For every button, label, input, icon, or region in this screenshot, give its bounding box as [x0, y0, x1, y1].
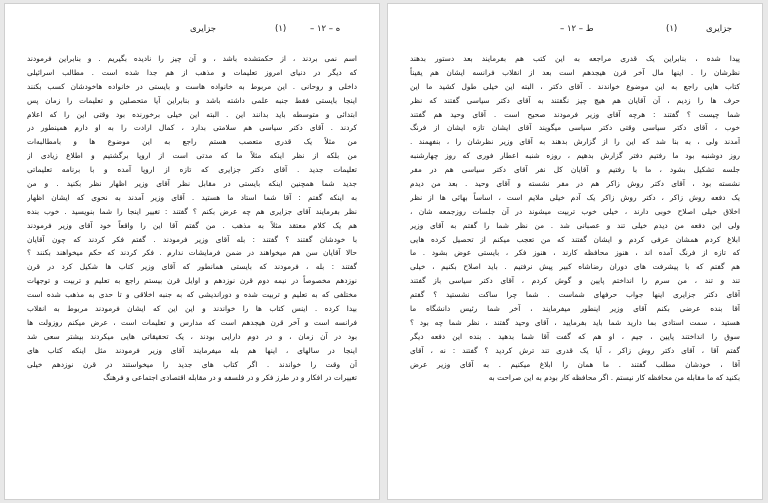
text-line: ابتدائی و متوسطه باید بدانند این . البته این خیلی برخورنده بود وقتی این را که اعلام: [27, 109, 357, 119]
page-body-text: [27, 52, 357, 385]
text-line: اخلاق خیلی اصلاح خوبی دارند ، خیلی خوب تربیت میشوند در آن جلسات روزجمعه شان ،: [410, 206, 740, 216]
text-line: حالا آقایان سن هم میخواهند در ضمن فرمایشات ندارم . فکر کردند که حکم میخواهند بکنند ؟: [27, 248, 357, 258]
header-volume: (۱): [666, 24, 678, 34]
text-line: گفتم آقا ، آقای دکتر روش زاکر ، آیا یک قدری تند ترش کردید ؟ گفتند : نه ، آقای: [410, 345, 740, 355]
text-line: اینجا در سالهای ، اینها هم بله میفرمایند آقای وزیر فرمودند مثل اینکه کتاب های: [27, 345, 357, 355]
text-line: تند و تند ، من سرم را انداختم پایین و گوش کردم ، آقای دکتر سیاسی باز گفتند: [410, 276, 740, 286]
header-volume: (۱): [275, 24, 287, 34]
page-header: [388, 24, 762, 38]
page-header: [5, 24, 379, 38]
text-line: نشسته بود ، آقای دکتر روش زاکر هم در مفر نشسته و آقای وحید . بعد من دیدم: [410, 179, 740, 189]
text-line: هستید ، سمت استادی بما دارید شما باید بفرمایید ، آقای وحید گفتند ، نظر شما چه بود ؟: [410, 317, 740, 327]
text-line: پیدا شده ، بنابراین یک قدری مراجعه به این کتب هم بفرمایند بعد دستور بدهند: [410, 54, 740, 63]
text-line: بیدا کرده . اینس کتاب ها را خواندند و این این که ایشان فرمودند مربوط به انقلاب: [27, 304, 357, 314]
text-line: آقا بنده عرضی بکنم آقای وزیر اینطور میفرمایند ، آخر شما رئیس دانشگاه ما: [410, 304, 740, 314]
text-line: ولی این دفعه من دیدم خیلی تند و عصبانی شد . من نظر شما را گفتم به آقای وزیر: [410, 220, 740, 230]
header-page-number: – ۱۲ – ه: [310, 24, 341, 34]
text-line: آقای دکتر جزایری اینها جواب حرفهای شماست . شما چرا ساکت نشستید ؟ گفتم: [410, 290, 740, 300]
text-line: آمدند ولی ، به بنا شد که این را از گزارش بدهند به آقای وزیر نظرشان را ، بنفهمند .: [410, 137, 740, 147]
text-line: من مثلاً یک قدری متعصب هستم راجع به این موضوع ها و بامطالبه‌ات: [27, 137, 357, 147]
text-line: فرانسه است و آخر قرن هیجدهم است که مدارس و تعلیمات است ، عرض میکنم روزولت ها: [27, 317, 357, 327]
text-line: سوق را انداختند پایین ، جیم ، او هم که گفت آقا شما بدهید . بنده این دفعه دیگر: [410, 331, 740, 341]
text-line: تعلیمات جدید . آقای دکتر جزایری که تازه از اروپا آمده و با برنامه تعلیماتی: [27, 165, 357, 175]
text-line: که تازه از فرنگ آمده اند ، هنوز محافظه کارند ، هنوز فکر ، بایستی عوض بشود . ما: [410, 248, 740, 258]
text-line: جلسه تشکیل بشود ، ما با رفتیم و آقایان کل نفر آقای دکتر سیاسی هم در مفر: [410, 165, 740, 175]
text-line: حرف ها را زدیم ، آن آقایان هم هیچ چیز نگفتند به آقای دکتر سیاسی گفتند که نظر: [410, 95, 740, 105]
text-line: کتاب هایی راجع به این موضوع خواندند . آقای دکتر ، البته این خیلی طول کشید ما این: [410, 81, 740, 91]
left-page: [4, 3, 380, 500]
header-name: جزایری: [190, 24, 217, 34]
text-line: اسم نمی بردند ، از حکمتشده باشد ، و آن چیز را نادیده بگیریم . و بنابراین فرمودند: [27, 54, 357, 63]
header-name: جزایری: [706, 24, 733, 34]
text-line: به اینکه گفتم : آقا شما استاد ما هستید . آقای وزیر آمدند به نحوی که ایشان اظهار: [27, 192, 357, 202]
text-line: بود در آن زمان ، و در دوم دارایی بودند ، یک تحقیقاتی هایی میکردند بیشتر سعی شد: [27, 331, 357, 341]
text-line: روز دوشنبه بود ما رفتیم دفتر گزارش بدهیم ، روزه شنبه اعطار فوری که روز چهارشنبه: [410, 151, 740, 161]
text-line: هم یک کلام معتقد مثلاً به مذهب . من گفتم آقا این را واقعاً خود آقای وزیر فرمودند: [27, 220, 357, 230]
text-line: تغییرات در افکار و در طرز فکر و در فلسفه و در مقابله اقتصادی اجتماعی و فرهنگ: [103, 373, 357, 383]
text-line: بکنید که ما مقابله من محافظه کار نیستم . اگر محافظه کار بودم به این صراحت به: [488, 373, 740, 383]
text-line: جدید شما همچنین اینکه بایستی در مقابل نظر آقای وزیر اظهار نظر بکنید . و من: [27, 179, 357, 189]
header-page-number: – ۱۲ – ط: [560, 24, 594, 34]
text-line: با خودشان گفتند ؟ گفتند : بله آقای وزیر فرمودند . گفتم فکر کردند که چون آقایان: [27, 234, 357, 244]
text-line: هم گفتم که با پیشرفت های دوران رضاشاه کبیر پیش نرفتیم . باید اصلاح بکنیم ، خیلی: [410, 262, 740, 272]
text-line: من بلکه از نظر اینکه مثلاً ما که مدتی است از اروپا برگشتیم و اطلاع زیادی از: [27, 151, 357, 161]
right-page: [387, 3, 763, 500]
text-line: خوب ، آقای دکتر سیاسی وقتی دکتر سیاسی میگویند آقای ایشان تازه ایشان از فرنگ: [410, 123, 740, 133]
text-line: نوزدهم مخصوصاً در نیمه دوم قرن نوزدهم و اوایل قرن بیستم راجع به تعلیم و تربیت و توجهات: [27, 276, 357, 286]
text-line: آقا ، خودشان مطلب گفتند . ما همان را ابلاغ میکنیم . به آقای وزیر عرض: [410, 359, 740, 369]
text-line: کردند . آقای دکتر سیاسی هم سلامتی بدارد ، کمال ارادت را به او دارم همینطور در: [27, 123, 357, 133]
text-line: مختلفی که به تعلیم و تربیت شده و دوراندیشی که به جنبه اخلاقی و تا حدی به مذهب شده است: [27, 290, 357, 300]
text-line: داخلی و روحانی . این مربوط به خانواده هاست و بایستی در خانواده هاخودشان کسب بکنند: [27, 81, 357, 91]
text-line: نظرشان را . اینها مال آخر قرن هیجدهم است بعد از انقلاب فرانسه ایشان هم یقیناً: [410, 67, 740, 77]
text-line: نظر بفرمایند آقای جزایری هم چه عرض بکنم ؟ گفتند : تغییر اینجا را شما بنویسید . خوب بنده: [27, 206, 357, 216]
text-line: اینجا بایستی فقط جنبه علمی داشته باشد و بنابراین آیا متحصلین و تعلیمات را زمان پس: [27, 95, 357, 105]
page-body-text: [410, 52, 740, 385]
text-line: ابلاغ کردم همشان عرفی کردم و ایشان گفتند که من تعجب میکنم از تحصیل کرده هایی: [410, 234, 740, 244]
text-line: شما چیست ؟ گفتند : هرچه آقای وزیر فرمودند صحیح است . آقای وحید هم گفتند: [410, 109, 740, 119]
text-line: که دیگر در دنیای امروز تعلیمات و مذهب از هم جدا شده است . مطالب اسرائیلی: [27, 67, 357, 77]
text-line: آن وقت را خواندند . اگر کتاب های جدید را میخواستند در قرن نوزدهم خیلی: [27, 359, 357, 369]
text-line: یک دفعه روش زاکر ، دکتر روش زاکر یک آدم خیلی ملایم است ، اساساً بهائی ها از نظر: [410, 192, 740, 202]
text-line: گفتند : بله ، فرمودند که بایستی همانطور که آقای وزیر کتاب ها شکیل کرد در قرن: [27, 262, 357, 272]
